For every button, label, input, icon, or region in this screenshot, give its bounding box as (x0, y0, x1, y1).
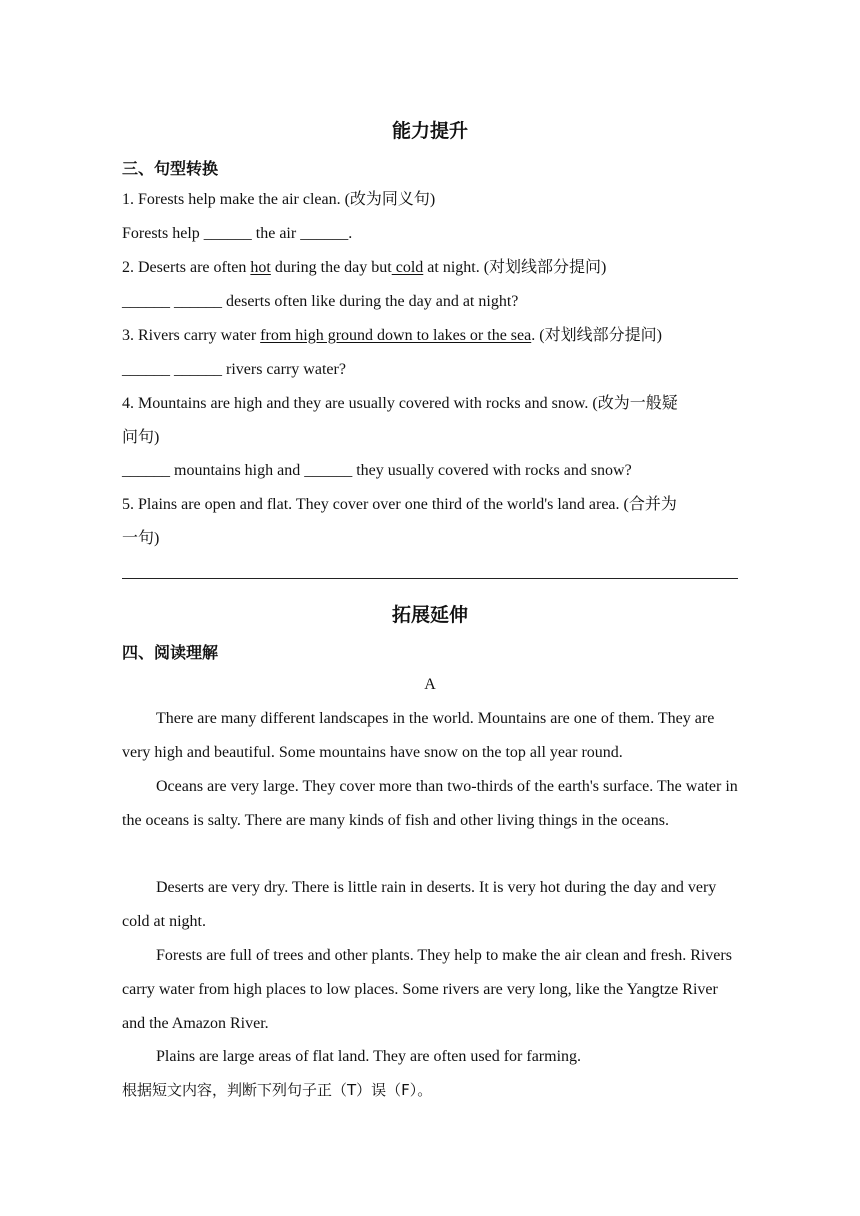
paragraph-3: Deserts are very dry. There is little rain in deserts. It is very hot during the day and very cold at night. (122, 879, 717, 930)
question-3-answer: ______ ______ rivers carry water? (122, 361, 346, 378)
heading-extension: 拓展延伸 (391, 604, 468, 626)
question-1: 1. Forests help make the air clean. (改为同义句) (122, 191, 436, 208)
question-4-line-2: 问句) (122, 429, 160, 446)
question-4-answer: ______ mountains high and ______ they usually covered with rocks and snow? (122, 462, 632, 479)
section-sentence-transformation: 三、句型转换 (122, 159, 219, 178)
q3-text-1: 3. Rivers carry water (122, 327, 261, 344)
q3-text-2: . (对划线部分提问) (531, 327, 662, 344)
paragraph-1: There are many different landscapes in the world. Mountains are one of them. They are very high and beautiful. Some mountains have snow on the top all year round. (122, 710, 715, 761)
passage-label: A (424, 676, 436, 693)
q2-text-2: during the day but (270, 259, 392, 276)
q3-underlined: from high ground down to lakes or the sea (260, 327, 532, 344)
section-reading-comprehension: 四、阅读理解 (122, 643, 219, 662)
question-3 (122, 326, 742, 346)
question-1-answer: Forests help ______ the air ______. (122, 225, 353, 242)
question-2 (122, 258, 742, 278)
q2-underlined-2: cold (391, 259, 424, 276)
paragraph-4: Forests are full of trees and other plants. They help to make the air clean and fresh. Rivers carry water from high places to low places. Some rivers are very long, like the Yangtze River and the Amazon River. (122, 947, 732, 1032)
question-5-line-1: 5. Plains are open and flat. They cover over one third of the world's land area. (合并为 (122, 496, 677, 513)
question-2-answer: ______ ______ deserts often like during the day and at night? (122, 293, 519, 310)
paragraph-2: Oceans are very large. They cover more than two-thirds of the earth's surface. The water in the oceans is salty. There are many kinds of fish and other living things in the oceans. (122, 778, 738, 829)
q2-text-1: 2. Deserts are often (122, 259, 251, 276)
question-4-line-1: 4. Mountains are high and they are usually covered with rocks and snow. (改为一般疑 (122, 395, 678, 412)
q2-underlined-1: hot (250, 259, 271, 276)
q2-text-3: at night. (对划线部分提问) (423, 259, 607, 276)
question-5-line-2: 一句) (122, 530, 160, 547)
true-false-instruction: 根据短文内容，判断下列句子正（T）误（F）。 (122, 1081, 433, 1099)
paragraph-5: Plains are large areas of flat land. They are often used for farming. (156, 1048, 582, 1065)
answer-line (122, 578, 738, 579)
heading-ability-improvement: 能力提升 (391, 120, 468, 142)
